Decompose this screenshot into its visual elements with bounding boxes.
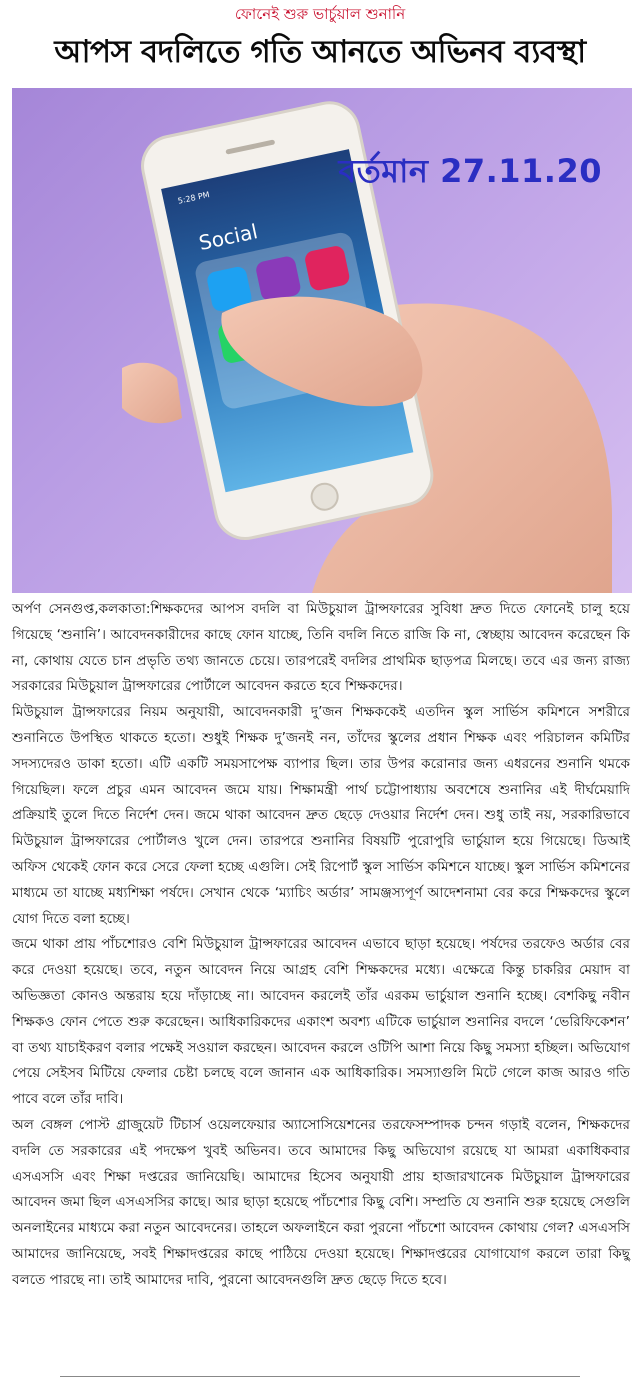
article-paragraph: অল বেঙ্গল পোস্ট গ্রাজুয়েট টিচার্স ওয়েলফেয়ার অ্যাসোসিয়েশনের তরফেসম্পাদক চন্দন গড়াই বলেন, শিক্ষকদের বদলি তে সরকারের এই পদক্ষেপ খুবই অভিনব। তবে আমাদের কিছু অভিযোগ রয়েছে যা আমরা একাধিকবার এসএসসি এবং শিক্ষা দপ্তরের জানিয়েছি। আমাদের হিসেব অনুযায়ী প্রায় হাজারখানেক মিউচুয়াল ট্রান্সফারের আবেদন জমা ছিল এসএসসির কাছে। আর ছাড়া হয়েছে পাঁচশোর কিছু বেশি। সম্প্রতি যে শুনানি শুরু হয়েছে সেগুলি অনলাইনের মাধ্যমে করা নতুন আবেদনের। তাহলে অফলাইনে করা পুরনো পাঁচশো আবেদন কোথায় গেল? এসএসসি আমাদের জানিয়েছে, সবই শিক্ষাদপ্তরের কাছে পাঠিয়ে দেওয়া হয়েছে। শিক্ষাদপ্তরের যোগাযোগ করলে তারা কিছু বলতে পারছে না। তাই আমাদের দাবি, পুরনো আবেদনগুলি দ্রুত ছেড়ে দিতে হবে। bbox=[12, 1116, 630, 1288]
app-icon bbox=[303, 244, 350, 291]
article-kicker: ফোনেই শুরু ভার্চুয়াল শুনানি bbox=[234, 5, 406, 23]
newspaper-masthead-date: বর্তমান 27.11.20 bbox=[338, 152, 602, 190]
bottom-divider bbox=[60, 1376, 580, 1377]
article-paragraph: অর্পণ সেনগুপ্ত,কলকাতা:শিক্ষকদের আপস বদলি বা মিউচুয়াল ট্রান্সফারের সুবিধা দ্রুত দিতে ফোনেই চালু হয়ে গিয়েছে ‘শুনানি’। আবেদনকারীদের কাছে ফোন যাচ্ছে, তিনি বদলি নিতে রাজি কি না, স্বেচ্ছায় আবেদন করেছেন কি না, কোথায় যেতে চান প্রভৃতি তথ্য জানতে চেয়ে। তারপরেই বদলির প্রাথমিক ছাড়পত্র মিলছে। তবে এর জন্য রাজ্য সরকারের মিউচুয়াল ট্রান্সফারের পোর্টালে আবেদন করতে হবে শিক্ষকদের। bbox=[12, 601, 630, 695]
article-paragraph: মিউচুয়াল ট্রান্সফারের নিয়ম অনুযায়ী, আবেদনকারী দু’জন শিক্ষককেই এতদিন স্কুল সার্ভিস কমিশনে সশরীরে শুনানিতে উপস্থিত থাকতে হতো। শুধুই শিক্ষক দু’জনই নন, তাঁদের স্কুলের প্রধান শিক্ষক এবং পরিচালন কমিটির সদস্যদেরও ডাকা হতো। এটি একটি সময়সাপেক্ষ ব্যাপার ছিল। তার উপর করোনার জন্য এধরনের শুনানি থমকে গিয়েছিল। ফলে প্রচুর এমন আবেদন জমে যায়। শিক্ষামন্ত্রী পার্থ চট্টোপাধ্যায় অবশেষে শুনানির এই দীর্ঘমেয়াদি প্রক্রিয়াই তুলে দিতে নির্দেশ দেন। জমে থাকা আবেদন দ্রুত ছেড়ে দেওয়ার নির্দেশ দেন। শুধু তাই নয়, সরকারিভাবে মিউচুয়াল ট্রান্সফারের পোর্টালও খুলে দেন। তারপরে শুনানির বিষয়টি পুরোপুরি ভার্চুয়াল হয়ে গিয়েছে। ডিআই অফিস থেকেই ফোন করে সেরে ফেলা হচ্ছে এগুলি। সেই রিপোর্ট স্কুল সার্ভিস কমিশনে যাচ্ছে। স্কুল সার্ভিস কমিশনের মাধ্যমে তা যাচ্ছে মধ্যশিক্ষা পর্ষদে। সেখান থেকে ‘ম্যাচিং অর্ডার’ সামঞ্জস্যপূর্ণ আদেশনামা বের করে শিক্ষকদের স্কুলে যোগ দিতে বলা হচ্ছে। bbox=[12, 704, 630, 927]
instagram-icon bbox=[255, 255, 302, 302]
fingers-shape bbox=[122, 363, 182, 423]
article-photo bbox=[12, 88, 632, 593]
article-paragraph: জমে থাকা প্রায় পাঁচশোরও বেশি মিউচুয়াল ট্রান্সফারের আবেদন এভাবে ছাড়া হয়েছে। পর্ষদের তরফেও অর্ডার বের করে দেওয়া হয়েছে। তবে, নতুন আবেদন নিয়ে আগ্রহ বেশি শিক্ষকদের মধ্যে। এক্ষেত্রে কিন্তু চাকরির মেয়াদ বা অভিজ্ঞতা কোনও অন্তরায় হয়ে দাঁড়াচ্ছে না। আবেদন করলেই তাঁর এরকম ভার্চুয়াল শুনানি হচ্ছে। বেশকিছু নবীন শিক্ষকও ফোন পেতে শুরু করেছেন। আধিকারিকদের একাংশ অবশ্য এটিকে ভার্চুয়াল শুনানির বদলে ‘ভেরিফিকেশন’ বা তথ্য যাচাইকরণ বলার পক্ষেই সওয়াল করছেন। আবেদন করলে ওটিপি আশা নিয়ে কিছু সমস্যা হচ্ছিল। অভিযোগ পেয়ে সেইসব মিটিয়ে ফেলার চেষ্টা চলছে বলে জানান এক আধিকারিক। সমস্যাগুলি মিটে গেলে কাজ আরও গতি পাবে বলে তাঁর দাবি। bbox=[12, 936, 630, 1108]
phone-folder-label: Social bbox=[196, 219, 260, 255]
article-headline: আপস বদলিতে গতি আনতে অভিনব ব্যবস্থা bbox=[54, 34, 586, 70]
phone-status-time: 5:28 PM bbox=[177, 190, 211, 206]
article-body bbox=[12, 597, 630, 1294]
